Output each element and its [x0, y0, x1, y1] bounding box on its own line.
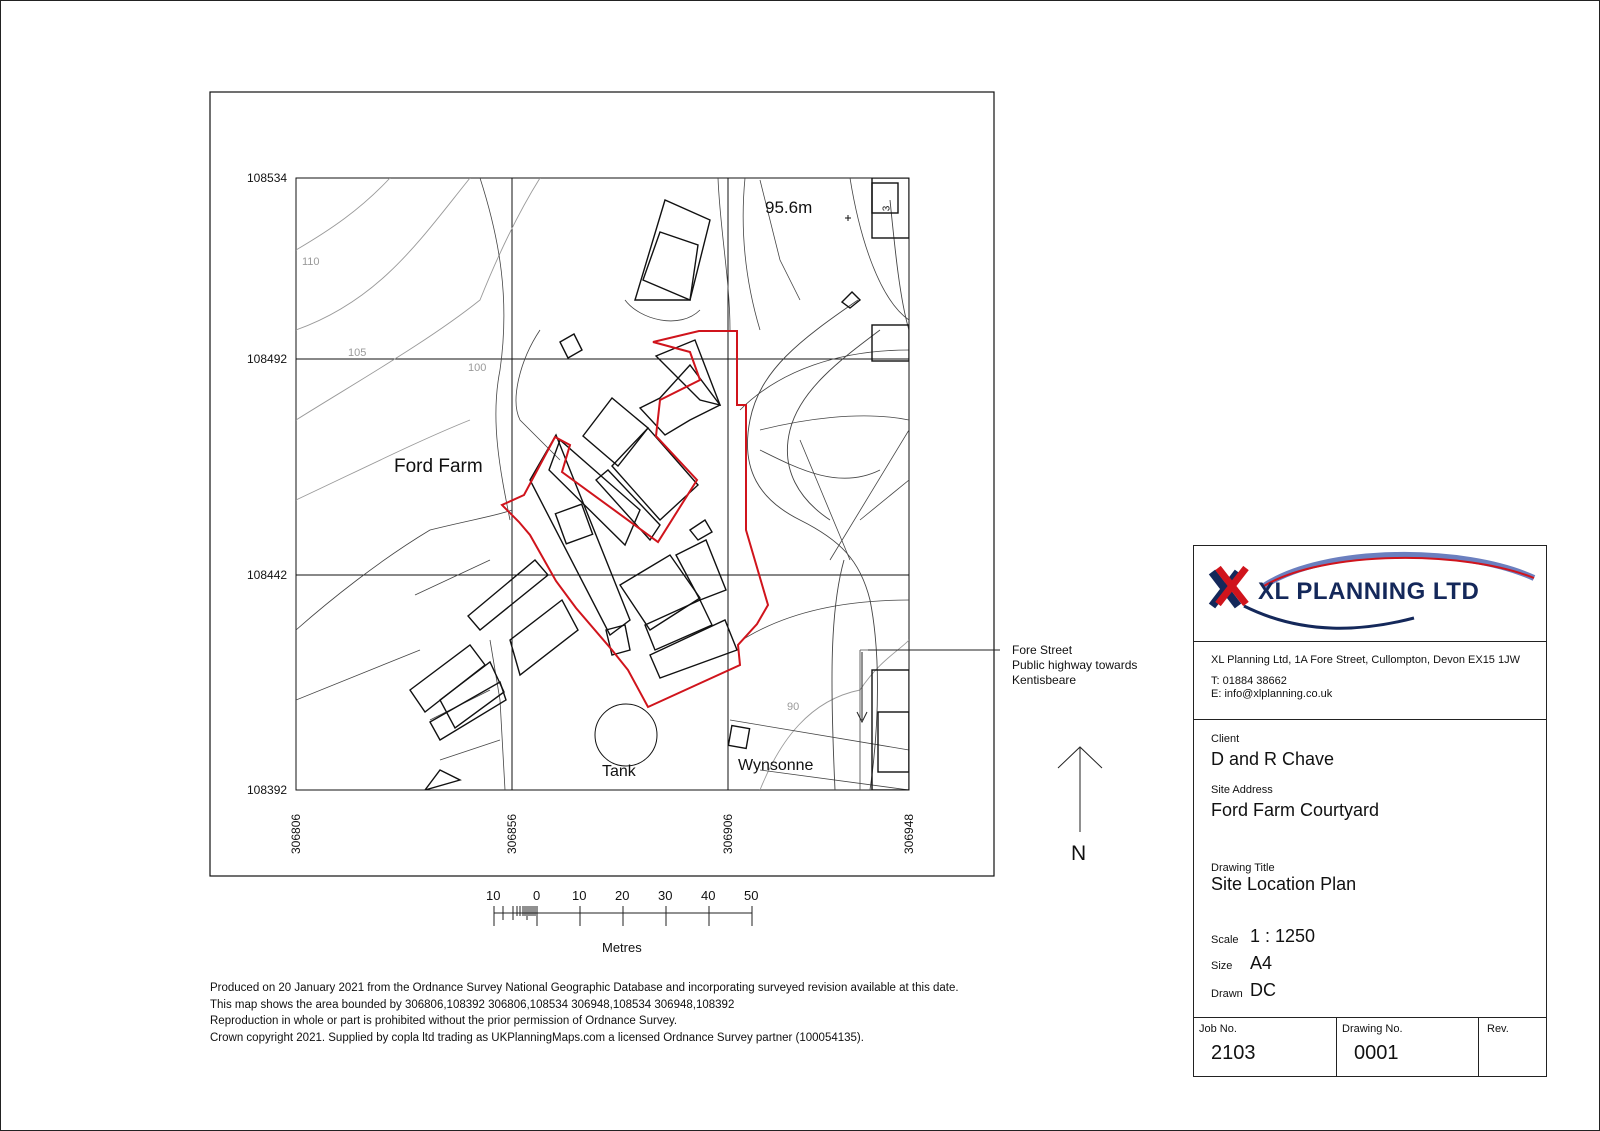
drawn-label: Drawn — [1211, 988, 1243, 1000]
house-number-label: 3 — [881, 205, 893, 212]
job-no-label: Job No. — [1199, 1023, 1237, 1035]
map-content — [296, 178, 909, 790]
grid-lines — [296, 178, 909, 790]
scale-label: Scale — [1211, 934, 1239, 946]
scale-tick-label: 20 — [615, 888, 630, 903]
tank-circle — [595, 704, 657, 766]
company-phone: T: 01884 38662 — [1211, 675, 1287, 687]
drawing-no-cell — [1336, 1018, 1479, 1076]
drawing-no-label: Drawing No. — [1342, 1023, 1403, 1035]
logo-section — [1194, 546, 1546, 642]
copyright-line: Crown copyright 2021. Supplied by copla ltd trading as UKPlanningMaps.com a licensed Ordnance Survey partner (100054135). — [210, 1031, 864, 1044]
northing-label: 108442 — [247, 568, 288, 582]
north-label: N — [1071, 842, 1087, 865]
drawing-info — [1194, 720, 1546, 1018]
contour-label: 100 — [468, 362, 487, 374]
road-arrow — [857, 652, 867, 722]
job-no-cell — [1194, 1018, 1337, 1076]
rev-label: Rev. — [1487, 1023, 1509, 1035]
scale-tick-label: 40 — [701, 888, 716, 903]
company-address: XL Planning Ltd, 1A Fore Street, Cullompton, Devon EX15 1JW — [1211, 654, 1520, 666]
company-details — [1194, 642, 1546, 720]
drawing-title-label: Drawing Title — [1211, 862, 1275, 874]
job-info-row — [1194, 1018, 1546, 1076]
fore-street-annotation: Fore Street Public highway towards Kentisbeare — [1012, 643, 1138, 687]
scale-tick-label: 50 — [744, 888, 759, 903]
spot-height-label: 95.6m — [765, 198, 813, 217]
size-label: Size — [1211, 960, 1233, 972]
size-value: A4 — [1250, 953, 1273, 973]
company-email: E: info@xlplanning.co.uk — [1211, 688, 1333, 700]
contour-label: 90 — [787, 701, 800, 713]
scale-value: 1 : 1250 — [1250, 926, 1316, 946]
contour-label: 105 — [348, 347, 367, 359]
scale-unit-label: Metres — [602, 940, 642, 955]
title-block — [1193, 545, 1547, 1077]
place-label-wynsonne: Wynsonne — [738, 757, 814, 774]
map-area-border — [296, 178, 909, 790]
rev-cell — [1478, 1018, 1546, 1076]
copyright-line: This map shows the area bounded by 306806,108392 306806,108534 306948,108534 306948,108392 — [210, 998, 735, 1011]
boundary-lines — [296, 178, 909, 790]
logo-text: XL PLANNING LTD — [1258, 578, 1480, 605]
drawn-value: DC — [1250, 980, 1276, 1000]
scale-tick-label: 0 — [533, 888, 541, 903]
spot-height-cross — [845, 215, 851, 221]
northing-label: 108534 — [247, 171, 288, 185]
copyright-line: Produced on 20 January 2021 from the Ordnance Survey National Geographic Database and incorporating surveyed revision available at this date. — [210, 982, 959, 994]
site-address-label: Site Address — [1211, 784, 1273, 796]
drawing-no-value: 0001 — [1354, 1042, 1399, 1064]
drawing-title-value: Site Location Plan — [1211, 874, 1357, 894]
client-label: Client — [1211, 733, 1240, 745]
scale-tick-label: 30 — [658, 888, 673, 903]
client-value: D and R Chave — [1211, 749, 1335, 769]
place-label-ford-farm: Ford Farm — [394, 456, 483, 477]
northing-label: 108392 — [247, 783, 288, 797]
northing-label: 108492 — [247, 352, 288, 366]
scale-bar — [494, 906, 752, 926]
copyright-notes — [210, 980, 959, 1046]
site-address-value: Ford Farm Courtyard — [1211, 800, 1380, 820]
scale-tick-label: 10 — [572, 888, 587, 903]
place-label-tank: Tank — [602, 763, 636, 780]
contour-lines — [296, 178, 909, 790]
copyright-line: Reproduction in whole or part is prohibited without the prior permission of Ordnance Survey. — [210, 1015, 678, 1027]
job-no-value: 2103 — [1211, 1042, 1256, 1064]
scale-tick-label: 10 — [486, 888, 501, 903]
north-arrow-icon — [1058, 747, 1102, 832]
contour-label: 110 — [302, 256, 320, 268]
